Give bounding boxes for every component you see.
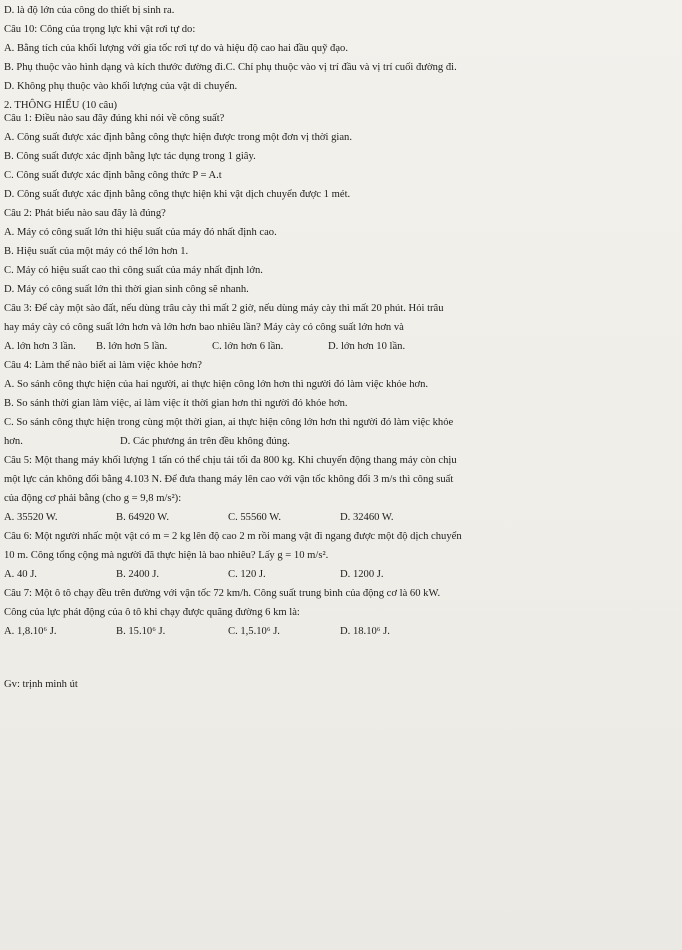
option: hơn. <box>4 436 23 447</box>
question-7-cont: Công của lực phát động của ô tô khi chạy được quãng đường 6 km là: <box>4 607 300 618</box>
option: A. Bằng tích của khối lượng với gia tốc rơi tự do và hiệu độ cao hai đầu quỹ đạo. <box>4 43 348 54</box>
option: B. 15.10⁶ J. <box>116 626 166 637</box>
option: D. 32460 W. <box>340 512 394 523</box>
question-1: Câu 1: Điều nào sau đây đúng khi nói về công suất? <box>4 113 225 124</box>
options-row-q3 <box>4 340 674 353</box>
option: B. 2400 J. <box>116 569 159 580</box>
option: A. 1,8.10⁶ J. <box>4 626 57 637</box>
question-6-cont: 10 m. Công tổng cộng mà người đã thực hiện là bao nhiêu? Lấy g = 10 m/s². <box>4 550 329 561</box>
option: B. So sánh thời gian làm việc, ai làm việc ít thời gian hơn thì người đó khỏe hơn. <box>4 398 348 409</box>
question-2: Câu 2: Phát biểu nào sau đây là đúng? <box>4 208 166 219</box>
option: D. lớn hơn 10 lần. <box>328 341 406 352</box>
options-row-q5 <box>4 511 674 524</box>
option: B. lớn hơn 5 lần. <box>96 341 168 352</box>
option: A. Máy có công suất lớn thì hiệu suất của máy đó nhất định cao. <box>4 227 277 238</box>
option: D. 1200 J. <box>340 569 384 580</box>
question-7: Câu 7: Một ô tô chạy đều trên đường với vận tốc 72 km/h. Công suất trung bình của động cơ là 60 kW. <box>4 588 441 599</box>
teacher-name: Gv: trịnh minh út <box>4 679 78 690</box>
option: A. lớn hơn 3 lần. <box>4 341 76 352</box>
question-5: Câu 5: Một thang máy khối lượng 1 tấn có thể chịu tải tối đa 800 kg. Khi chuyển động thang máy còn chịu <box>4 455 457 466</box>
option: B. Hiệu suất của một máy có thể lớn hơn 1. <box>4 246 189 257</box>
question-5-cont: một lực cản không đổi bằng 4.103 N. Để đưa thang máy lên cao với vận tốc không đổi 3 m/s thì công suất <box>4 474 454 485</box>
option: D. Công suất được xác định bằng công thực hiện khi vật dịch chuyển được 1 mét. <box>4 189 351 200</box>
question-6: Câu 6: Một người nhấc một vật có m = 2 kg lên độ cao 2 m rồi mang vật đi ngang được một độ dịch chuyển <box>4 531 462 542</box>
option: C. lớn hơn 6 lần. <box>212 341 284 352</box>
option: A. So sánh công thực hiện của hai người, ai thực hiện công lớn hơn thì người đó làm việc khỏe hơn. <box>4 379 429 390</box>
option: D. Máy có công suất lớn thì thời gian sinh công sẽ nhanh. <box>4 284 249 295</box>
question-5-cont: của động cơ phải bằng (cho g = 9,8 m/s²): <box>4 493 182 504</box>
line: D. là độ lớn của công do thiết bị sinh ra. <box>4 5 175 16</box>
option: B. Phụ thuộc vào hình dạng và kích thước đường đi.C. Chỉ phụ thuộc vào vị trí đầu và vị trí cuối đường đi. <box>4 62 457 73</box>
option: C. So sánh công thực hiện trong cùng một thời gian, ai thực hiện công lớn hơn thì người đó làm việc khỏe <box>4 417 454 428</box>
option: A. 40 J. <box>4 569 37 580</box>
option: D. Không phụ thuộc vào khối lượng của vật di chuyển. <box>4 81 238 92</box>
option: A. 35520 W. <box>4 512 58 523</box>
section-title: 2. THÔNG HIỂU (10 câu) <box>4 100 118 111</box>
question-10: Câu 10: Công của trọng lực khi vật rơi tự do: <box>4 24 196 35</box>
option: A. Công suất được xác định bằng công thực hiện được trong một đơn vị thời gian. <box>4 132 352 143</box>
option: B. 64920 W. <box>116 512 169 523</box>
option: C. 120 J. <box>228 569 266 580</box>
option: C. Máy có hiệu suất cao thì công suất của máy nhất định lớn. <box>4 265 263 276</box>
question-4: Câu 4: Làm thế nào biết ai làm việc khỏe hơn? <box>4 360 202 371</box>
option: C. 55560 W. <box>228 512 281 523</box>
option: D. 18.10⁶ J. <box>340 626 390 637</box>
question-3-cont: hay máy cày có công suất lớn hơn và lớn hơn bao nhiêu lần? Máy cày có công suất lớn hơn và <box>4 322 404 333</box>
options-row-q4 <box>4 435 674 448</box>
option: B. Công suất được xác định bằng lực tác dụng trong 1 giây. <box>4 151 256 162</box>
options-row-q7 <box>4 625 674 638</box>
question-3: Câu 3: Để cày một sào đất, nếu dùng trâu cày thì mất 2 giờ, nếu dùng máy cày thì mất 20 phút. Hỏi trâu <box>4 303 444 314</box>
options-row-q6 <box>4 568 674 581</box>
option: C. 1,5.10⁶ J. <box>228 626 280 637</box>
option: D. Các phương án trên đều không đúng. <box>120 436 290 447</box>
option: C. Công suất được xác định bằng công thức P = A.t <box>4 170 222 181</box>
